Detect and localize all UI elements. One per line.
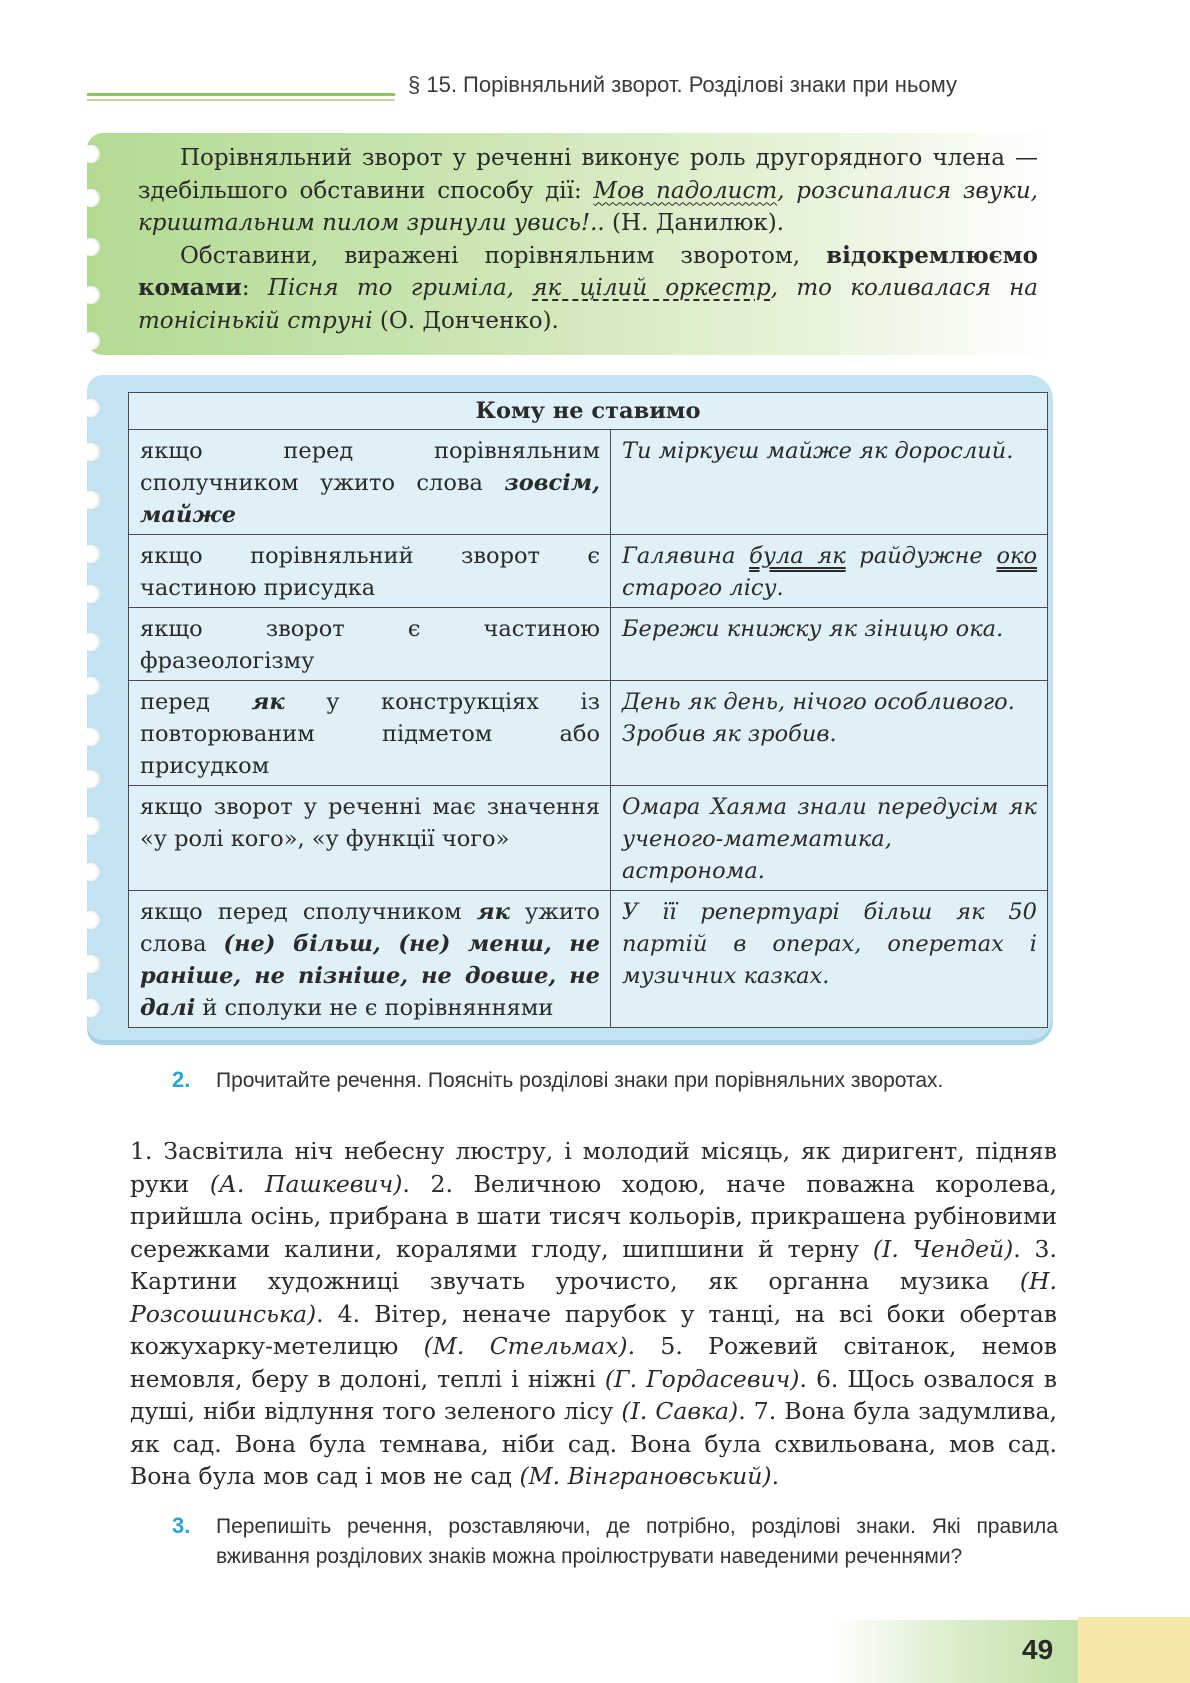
binder-ring-icon	[82, 145, 100, 163]
rule-cell	[129, 891, 611, 1028]
exercise-number: 3.	[172, 1513, 191, 1538]
page-number: 49	[1022, 1634, 1054, 1665]
binder-ring-icon	[82, 770, 100, 788]
header-rule-line-secondary	[87, 99, 395, 101]
rule-cell-text: перед	[140, 689, 252, 715]
exercise-task: Перепишіть речення, розставляючи, де потрібно, розділові знаки. Які правила вживання розділових знаків можна проілюструвати наведеними реченнями?	[216, 1515, 1058, 1568]
example-cell-text: Галявина	[622, 543, 750, 569]
example-cell: Бережи книжку як зіницю ока.	[611, 608, 1048, 681]
binder-ring-icon	[82, 911, 100, 929]
example-cell: Омара Хаяма знали передусім як ученого-математика, астронома.	[611, 786, 1048, 891]
sentence-text: . 3. Картини художниці звучать урочисто, як органна музика	[130, 1234, 1057, 1295]
binder-ring-icon	[82, 545, 100, 563]
example-source: (О. Донченко).	[372, 307, 559, 334]
sentence-text: .	[771, 1462, 780, 1490]
sentence-author: (І. Савка)	[621, 1397, 739, 1425]
rule-paragraph-1	[138, 142, 1038, 240]
binder-ring-icon	[82, 817, 100, 835]
table-row	[129, 430, 1048, 535]
binder-ring-icon	[82, 332, 100, 350]
binder-ring-icon	[82, 863, 100, 881]
rule-cell-text: якщо перед порівняльним сполучником ужито слова	[140, 438, 600, 496]
exercise-task: Прочитайте речення. Поясніть розділові знаки при порівняльних зворотах.	[216, 1069, 944, 1092]
example-cell	[611, 681, 1048, 786]
example-underlined: Мов падолист	[593, 177, 778, 204]
example-source: (Н. Данилюк).	[604, 210, 785, 236]
rule-cell-emphasis: (не) більш, (не) менш, не раніше, не пізніше, не довше, не далі	[140, 931, 600, 1021]
example-text: Пісня то гриміла,	[267, 275, 533, 301]
header-rule-line	[87, 93, 395, 96]
binder-ring-icon	[82, 633, 100, 651]
sentence-author: (М. Стельмах)	[423, 1332, 628, 1360]
rule-cell	[129, 430, 611, 535]
rule-text-segment: Порівняльний зворот у реченні виконує роль другорядного члена — здебільшого обставини способу дії:	[138, 145, 1038, 204]
example-line: Зробив як зробив.	[622, 721, 837, 747]
rule-cell	[129, 681, 611, 786]
sentence-author: (Г. Гордасевич)	[604, 1364, 800, 1393]
sentence-text: . 4. Вітер, неначе парубок у танці, на всі боки обертав кожухарку-метелицю	[130, 1299, 1057, 1360]
rule-cell-emphasis: як	[476, 899, 510, 925]
example-cell-text: райдужне	[845, 543, 997, 569]
example-predicate-underlined: була як	[749, 543, 846, 569]
rule-cell-text: якщо перед сполучником	[140, 899, 477, 925]
table-row	[129, 786, 1048, 891]
sentence-text: . 7. Вона була задумлива, як сад. Вона була темнава, ніби сад. Вона була схвильована, мов сад. Вона була мов сад і мов не сад	[130, 1397, 1058, 1490]
page-number-tab	[1022, 1617, 1190, 1683]
exercise-number: 2.	[172, 1067, 191, 1092]
rule-text	[138, 142, 1038, 337]
binder-ring-icon	[82, 443, 100, 461]
binder-ring-icon	[82, 999, 100, 1017]
binder-ring-icon	[82, 286, 100, 304]
sentence-text: 1. Засвітила ніч небесну люстру, і молодий місяць, як диригент, підняв руки	[130, 1137, 1057, 1198]
table-row	[129, 681, 1048, 786]
sentence-author: (Н. Розсошинська)	[130, 1267, 1057, 1328]
binder-ring-icon	[82, 399, 100, 417]
rule-cell-emphasis: зовсім, майже	[140, 470, 600, 528]
sentence-text: . 6. Щось озвалося в душі, ніби відлуння того зеленого лісу	[130, 1364, 1057, 1425]
example-predicate-underlined: око	[996, 543, 1038, 569]
binder-ring-icon	[82, 491, 100, 509]
sentence-text: . 2. Величною ходою, наче поважна королева, прийшла осінь, прибрана в шати тисяч кольорів, прикрашена рубіновими сережками калини, коралями глоду, шипшини й терну	[130, 1169, 1057, 1263]
table-header: Кому не ставимо	[129, 393, 1048, 430]
rule-cell-text: у конструкціях із повторюваним підметом або присудком	[140, 689, 600, 779]
rule-cell: якщо порівняльний зворот є частиною присудка	[129, 535, 611, 608]
exercise-sentences	[130, 1135, 1057, 1493]
example-cell	[611, 535, 1048, 608]
rule-paragraph-2	[138, 240, 1038, 338]
example-underlined: як цілий оркестр	[532, 275, 771, 301]
rule-cell: якщо зворот у реченні має значення «у ролі кого», «у функції чого»	[129, 786, 611, 891]
rule-text-segment: :	[241, 275, 268, 301]
rule-cell: якщо зворот є частиною фразеологізму	[129, 608, 611, 681]
binder-ring-icon	[82, 238, 100, 256]
no-comma-rules-table	[128, 392, 1048, 1028]
binder-ring-icon	[82, 728, 100, 746]
binder-ring-icon	[82, 585, 100, 603]
example-text: , розсипалися звуки, криштальним пилом зринули увись!..	[138, 177, 1038, 236]
example-text: , то коливалася на тонісінькій струні	[138, 275, 1038, 334]
sentence-author: (А. Пашкевич)	[209, 1169, 403, 1198]
sentence-author: (І. Чендей)	[872, 1234, 1014, 1263]
sentence-text: . 5. Рожевий світанок, немов немовля, беру в долоні, теплі і ніжні	[130, 1332, 1058, 1393]
table-header-row	[129, 393, 1048, 430]
section-header-title: § 15. Порівняльний зворот. Розділові знаки при ньому	[408, 72, 958, 97]
rule-text-segment: Обставини, виражені порівняльним зворотом,	[180, 242, 827, 269]
binder-ring-icon	[82, 189, 100, 207]
rule-cell-text: й сполуки не є порівняннями	[195, 995, 554, 1021]
example-line: День як день, нічого особливого.	[622, 689, 1015, 715]
sentence-author: (М. Вінграновський)	[519, 1462, 772, 1490]
table-row	[129, 891, 1048, 1028]
binder-ring-icon	[82, 677, 100, 695]
example-cell-text: старого лісу.	[622, 575, 784, 601]
table-row	[129, 608, 1048, 681]
binder-ring-icon	[82, 955, 100, 973]
example-cell: Ти міркуєш майже як дорослий.	[611, 430, 1048, 535]
rule-emphasis: відокремлюємо комами	[138, 241, 1038, 301]
rule-cell-text: ужито слова	[140, 899, 600, 957]
example-cell: У її репертуарі більш як 50 партій в операх, оперетах і музичних казках.	[611, 891, 1048, 1028]
table-row	[129, 535, 1048, 608]
rule-cell-emphasis: як	[251, 689, 285, 715]
